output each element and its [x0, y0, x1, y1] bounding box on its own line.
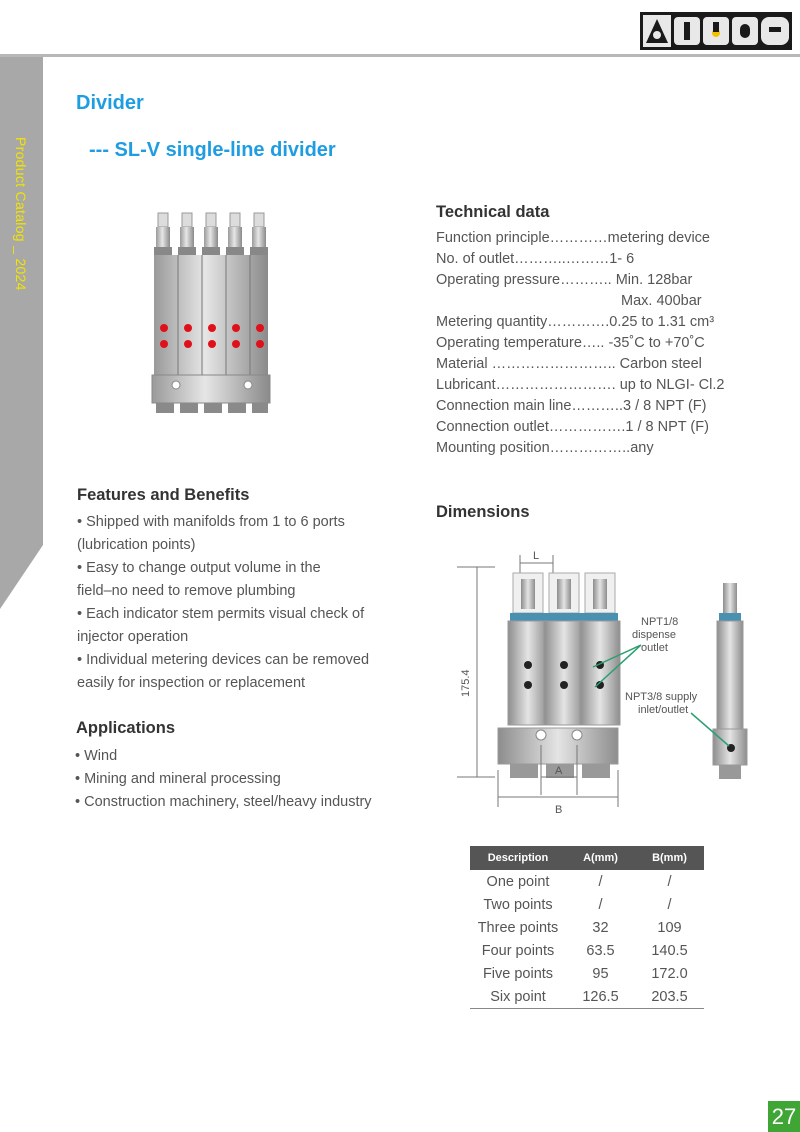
- table-cell: 95: [592, 965, 609, 982]
- feature-line: injector operation: [77, 629, 189, 645]
- table-cell: /: [667, 873, 672, 890]
- dimension-table: [470, 846, 704, 1009]
- tech-line: Connection main line………..3 / 8 NPT (F): [436, 398, 707, 414]
- technical-data-list: [436, 228, 724, 459]
- table-row: [470, 962, 704, 985]
- tech-line: Operating temperature….. -35˚C to +70˚C: [436, 335, 705, 351]
- page-subtitle: --- SL-V single-line divider: [89, 139, 336, 161]
- dim-a-label: A: [555, 765, 563, 777]
- tech-line: Connection outlet…………….1 / 8 NPT (F): [436, 419, 709, 435]
- table-row: [470, 985, 704, 1009]
- application-item: • Mining and mineral processing: [75, 771, 281, 787]
- table-header-cell: Description: [470, 846, 566, 870]
- table-row: [470, 939, 704, 962]
- table-cell: Five points: [482, 965, 554, 982]
- features-title: Features and Benefits: [77, 486, 250, 504]
- dim-height-label: 175.4: [460, 669, 472, 697]
- header-rule: [0, 54, 800, 57]
- callout-dispense-1: NPT1/8: [641, 616, 679, 628]
- features-list: [77, 511, 407, 695]
- divider-product-image: [148, 205, 276, 441]
- table-row: [470, 916, 704, 939]
- table-row: [470, 870, 704, 893]
- feature-line: easily for inspection or replacement: [77, 675, 306, 691]
- dimensions-title: Dimensions: [436, 503, 530, 521]
- tech-line: No. of outlet………..………1- 6: [436, 251, 635, 267]
- callout-dispense-3: outlet: [641, 642, 668, 654]
- table-header-cell: B(mm): [635, 846, 704, 870]
- tech-line: Mounting position……………..any: [436, 440, 654, 456]
- tech-line: Metering quantity………….0.25 to 1.31 cm³: [436, 314, 715, 330]
- callout-supply-1: NPT3/8 supply: [625, 691, 698, 703]
- table-header-row: [470, 846, 704, 870]
- table-header-cell: A(mm): [566, 846, 635, 870]
- feature-line: • Individual metering devices can be removed: [77, 652, 370, 668]
- table-cell: 63.5: [586, 942, 615, 959]
- callout-supply-2: inlet/outlet: [638, 704, 689, 716]
- callout-dispense-2: dispense: [632, 629, 677, 641]
- tech-line: Operating pressure……….. Min. 128bar: [436, 272, 693, 288]
- table-cell: /: [598, 873, 603, 890]
- table-cell: 32: [592, 919, 609, 936]
- table-cell: 172.0: [651, 965, 688, 982]
- table-cell: 203.5: [635, 985, 704, 1009]
- tech-line: Max. 400bar: [621, 293, 702, 309]
- application-item: • Construction machinery, steel/heavy industry: [75, 794, 372, 810]
- table-cell: /: [667, 896, 672, 913]
- table-cell: /: [598, 896, 603, 913]
- feature-line: • Easy to change output volume in the: [77, 560, 321, 576]
- feature-line: • Shipped with manifolds from 1 to 6 ports: [77, 514, 345, 530]
- feature-line: (lubrication points): [77, 537, 196, 553]
- dimension-drawing: [455, 545, 770, 820]
- page-title: Divider: [76, 92, 144, 114]
- table-row: [470, 893, 704, 916]
- dim-l-label: L: [533, 550, 540, 562]
- dim-b-label: B: [555, 804, 563, 816]
- technical-data-title: Technical data: [436, 203, 550, 221]
- catalog-label: Product Catalog _ 2024: [13, 137, 29, 291]
- table-cell: Six point: [470, 985, 566, 1009]
- applications-list: [75, 745, 372, 814]
- feature-line: field–no need to remove plumbing: [77, 583, 296, 599]
- applications-title: Applications: [76, 719, 176, 737]
- table-cell: One point: [486, 873, 550, 890]
- table-cell: Three points: [477, 919, 559, 936]
- table-cell: 126.5: [566, 985, 635, 1009]
- feature-line: • Each indicator stem permits visual check of: [77, 606, 365, 622]
- tech-line: Lubricant……………………. up to NLGI- Cl.2: [436, 377, 725, 393]
- page-number-badge: 27: [768, 1101, 800, 1132]
- brand-logo: [640, 12, 792, 50]
- tech-line: Material …………………….. Carbon steel: [436, 356, 702, 372]
- tech-line: Function principle…………metering device: [436, 230, 710, 246]
- table-cell: Two points: [483, 896, 553, 913]
- table-cell: 109: [657, 919, 682, 936]
- table-cell: 140.5: [651, 942, 688, 959]
- application-item: • Wind: [75, 748, 118, 764]
- sidebar-band: [0, 57, 43, 617]
- table-cell: Four points: [481, 942, 555, 959]
